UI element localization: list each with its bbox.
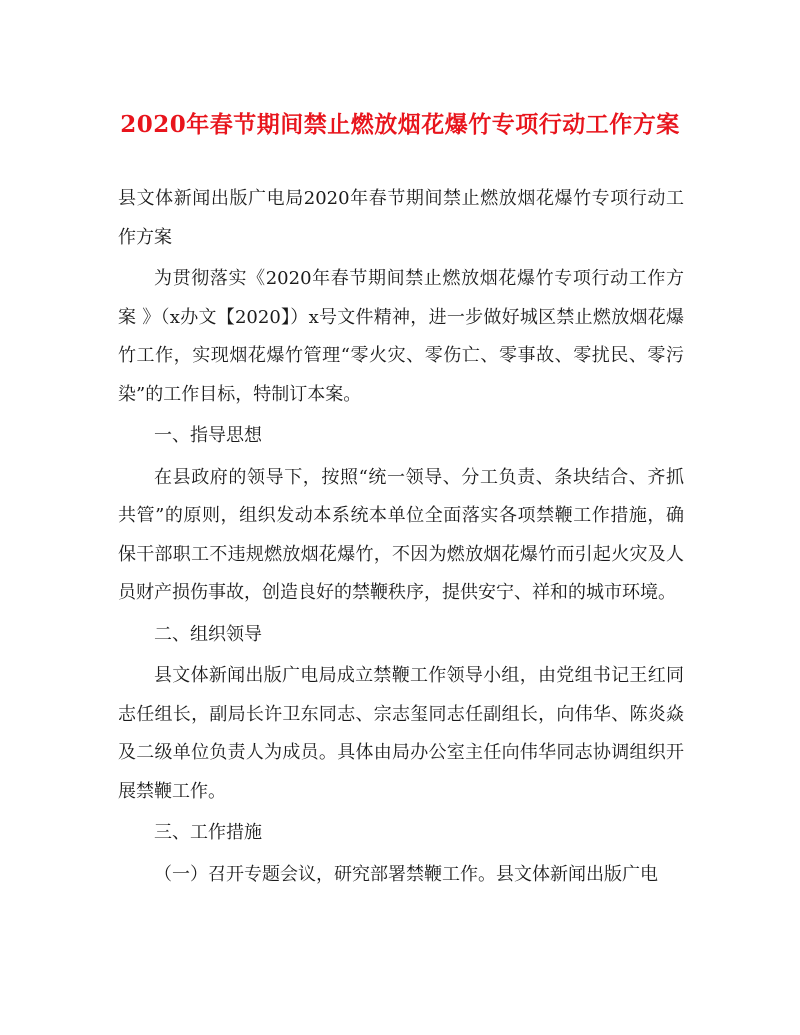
section-heading-measures: 三、工作措施 [154,822,262,843]
section-heading-guiding-ideology: 一、指导思想 [154,425,262,446]
document-title: 2020年春节期间禁止燃放烟花爆竹专项行动工作方案 [120,111,680,138]
section-paragraph-measures: （一）召开专题会议，研究部署禁鞭工作。县文体新闻出版广电 [154,863,658,885]
document-subtitle: 县文体新闻出版广电局2020年春节期间禁止燃放烟花爆竹专项行动工作方案 [118,188,684,248]
section-paragraph-organization: 县文体新闻出版广电局成立禁鞭工作领导小组，由党组书记王红同志任组长，副局长许卫东同志、宗志玺同志任副组长，向伟华、陈炎焱及二级单位负责人为成员。具体由局办公室主任向伟华同志协调组织开展禁鞭工作。 [118,665,684,802]
section-paragraph-guiding-ideology: 在县政府的领导下，按照“统一领导、分工负责、条块结合、齐抓共管”的原则，组织发动本系统本单位全面落实各项禁鞭工作措施，确保干部职工不违规燃放烟花爆竹，不因为燃放烟花爆竹而引起火灾及人员财产损伤事故，创造良好的禁鞭秩序，提供安宁、祥和的城市环境。 [118,466,684,603]
section-heading-organization: 二、组织领导 [154,623,262,645]
document-body [118,180,684,897]
intro-paragraph: 为贯彻落实《2020年春节期间禁止燃放烟花爆竹专项行动工作方案 》（x办文【2020】）x号文件精神，进一步做好城区禁止燃放烟花爆竹工作，实现烟花爆竹管理“零火灾、零伤亡、零事故、零扰民、零污染”的工作目标，特制订本案。 [118,268,684,405]
